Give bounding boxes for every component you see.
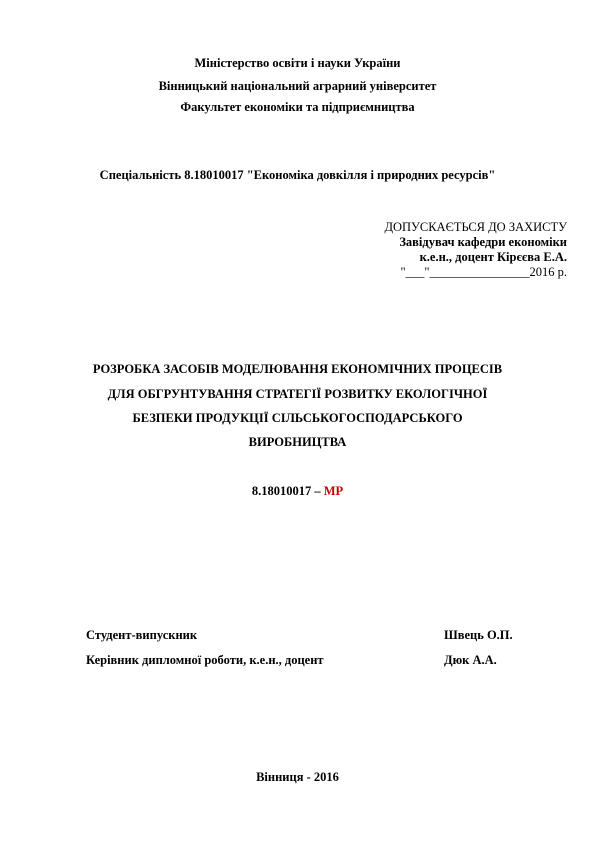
signature-role: Керівник дипломної роботи, к.е.н., доцент bbox=[86, 653, 324, 667]
university-name: Вінницький національний аграрний університет bbox=[158, 79, 437, 93]
approval-title: ДОПУСКАЄТЬСЯ ДО ЗАХИСТУ bbox=[384, 220, 567, 234]
document-code-mark: МР bbox=[323, 484, 344, 498]
thesis-title-line: ДЛЯ ОБГРУНТУВАННЯ СТРАТЕГІЇ РОЗВИТКУ ЕКОЛОГІЧНОЇ bbox=[107, 387, 488, 401]
approval-position: Завідувач кафедри економіки bbox=[399, 235, 567, 249]
city-year: Вінниця - 2016 bbox=[256, 770, 339, 784]
approval-person: к.е.н., доцент Кірєєва Е.А. bbox=[419, 250, 567, 264]
thesis-title-line: ВИРОБНИЦТВА bbox=[248, 435, 347, 449]
signature-row-supervisor bbox=[86, 653, 526, 668]
signature-row-student bbox=[86, 628, 526, 643]
specialty-line: Спеціальність 8.18010017 "Економіка довкілля і природних ресурсів" bbox=[99, 168, 496, 182]
ministry-name: Міністерство освіти і науки України bbox=[194, 56, 401, 70]
faculty-name: Факультет економіки та підприємництва bbox=[180, 100, 415, 114]
signature-role: Студент-випускник bbox=[86, 628, 198, 642]
approval-date-line: "___"________________2016 р. bbox=[400, 265, 567, 279]
signature-name: Дюк А.А. bbox=[444, 653, 497, 667]
document-code bbox=[0, 484, 595, 499]
thesis-title-line: РОЗРОБКА ЗАСОБІВ МОДЕЛЮВАННЯ ЕКОНОМІЧНИХ ПРОЦЕСІВ bbox=[92, 362, 503, 376]
signature-name: Швець О.П. bbox=[444, 628, 513, 642]
thesis-title-line: БЕЗПЕКИ ПРОДУКЦІЇ СІЛЬСЬКОГОСПОДАРСЬКОГО bbox=[132, 411, 463, 425]
document-code-number: 8.18010017 – bbox=[251, 484, 321, 498]
